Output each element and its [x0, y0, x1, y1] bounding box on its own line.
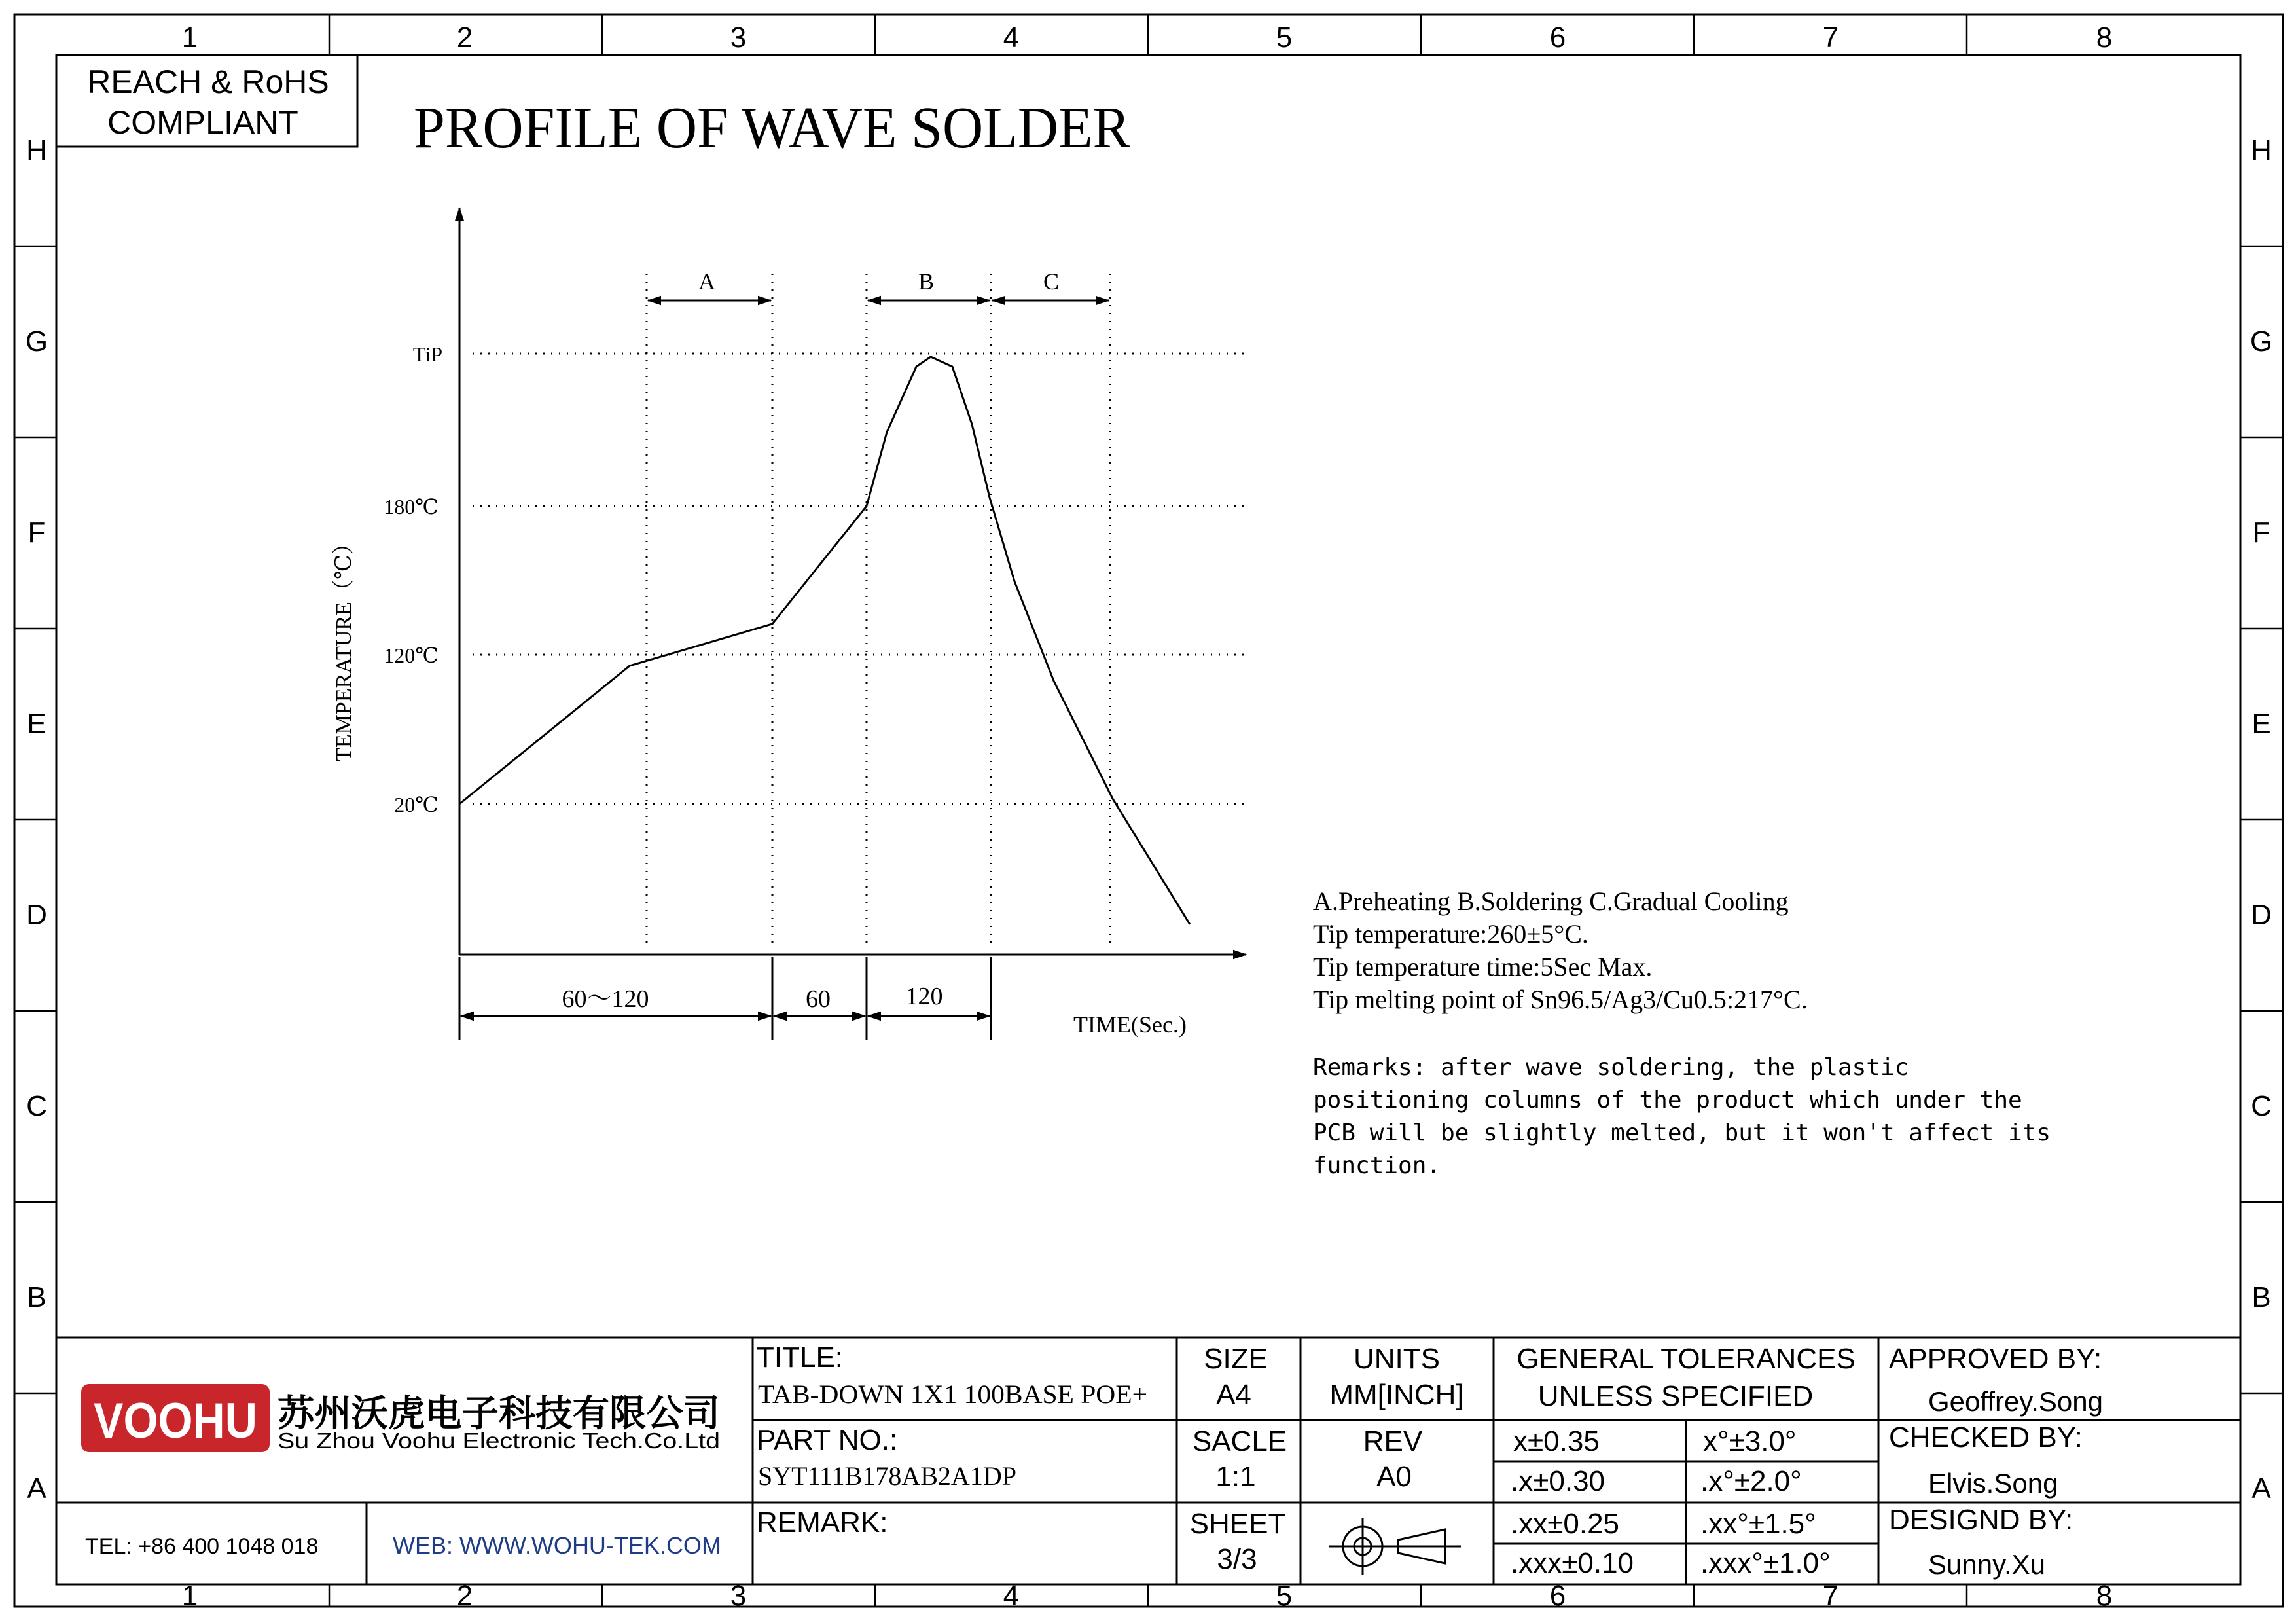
remarks-line: PCB will be slightly melted, but it won't affect its — [1313, 1120, 2051, 1146]
rev-value: A0 — [1376, 1461, 1412, 1493]
units-label: UNITS — [1354, 1343, 1440, 1375]
wave-solder-profile-chart — [332, 208, 1246, 1040]
title-label: TITLE: — [757, 1341, 844, 1374]
logo-text: VOOHU — [94, 1393, 257, 1449]
remark-label: REMARK: — [757, 1506, 888, 1539]
part-no-label: PART NO.: — [757, 1424, 898, 1456]
compliance-line-2: COMPLIANT — [107, 104, 298, 141]
duration-label: 120 — [905, 983, 943, 1010]
remarks-text — [1313, 1054, 2051, 1179]
company-tel: TEL: +86 400 1048 018 — [85, 1534, 319, 1559]
row-label: A — [27, 1472, 46, 1504]
compliance-box — [56, 55, 357, 147]
y-tick-label: TiP — [412, 342, 442, 366]
checked-label: CHECKED BY: — [1889, 1421, 2083, 1453]
y-tick-label: 180℃ — [384, 495, 439, 519]
column-label: 7 — [1822, 1580, 1839, 1612]
remarks-line: Remarks: after wave soldering, the plastic — [1313, 1054, 1909, 1081]
company-website[interactable]: WEB: WWW.WOHU-TEK.COM — [393, 1532, 721, 1559]
tolerance-subheader: UNLESS SPECIFIED — [1537, 1380, 1814, 1412]
tolerance-angular: .xxx°±1.0° — [1700, 1547, 1831, 1579]
row-label: E — [27, 708, 46, 740]
units-value: MM[INCH] — [1329, 1379, 1464, 1411]
column-label: 4 — [1003, 1580, 1020, 1612]
row-label: H — [2251, 134, 2272, 166]
column-label: 7 — [1822, 22, 1839, 54]
company-name-en: Su Zhou Voohu Electronic Tech.Co.Ltd — [278, 1429, 720, 1453]
compliance-line-1: REACH & RoHS — [87, 64, 329, 100]
tolerance-angular: .x°±2.0° — [1700, 1465, 1802, 1497]
row-label: F — [2252, 517, 2270, 549]
part-no-value: SYT111B178AB2A1DP — [758, 1461, 1016, 1491]
scale-value: 1:1 — [1215, 1461, 1256, 1493]
rev-label: REV — [1363, 1425, 1423, 1457]
size-value: A4 — [1216, 1379, 1251, 1411]
approved-by: Geoffrey.Song — [1928, 1386, 2103, 1417]
x-axis-label: TIME(Sec.) — [1073, 1012, 1187, 1038]
notes-line: Tip temperature:260±5°C. — [1313, 919, 1588, 949]
remarks-line: positioning columns of the product which under the — [1313, 1087, 2022, 1114]
tolerance-angular: .xx°±1.5° — [1700, 1508, 1816, 1540]
sheet-value: 3/3 — [1217, 1543, 1257, 1575]
row-label: H — [26, 134, 47, 166]
column-label: 2 — [456, 22, 473, 54]
y-tick-label: 120℃ — [384, 644, 439, 667]
notes-line: A.Preheating B.Soldering C.Gradual Cooling — [1313, 886, 1789, 916]
title-block — [56, 1338, 2240, 1584]
tolerance-linear: .xx±0.25 — [1511, 1508, 1620, 1540]
company-name-cn: 苏州沃虎电子科技有限公司 — [278, 1393, 720, 1434]
column-label: 6 — [1549, 1580, 1566, 1612]
row-label: A — [2251, 1472, 2271, 1504]
row-label: G — [25, 325, 48, 357]
row-label: B — [27, 1281, 46, 1313]
column-label: 5 — [1276, 22, 1293, 54]
page-title: PROFILE OF WAVE SOLDER — [414, 96, 1130, 160]
column-label: 8 — [2096, 1580, 2113, 1612]
temperature-profile-line — [459, 357, 1190, 924]
title-value: TAB-DOWN 1X1 100BASE POE+ — [758, 1379, 1147, 1409]
third-angle-projection-icon — [1329, 1518, 1461, 1575]
designed-by: Sunny.Xu — [1928, 1549, 2046, 1580]
row-label: G — [2250, 325, 2273, 357]
column-label: 1 — [181, 1580, 198, 1612]
zone-b-label: B — [918, 268, 935, 295]
zone-a-label: A — [698, 268, 715, 295]
column-label: 5 — [1276, 1580, 1293, 1612]
duration-label: 60 — [806, 985, 831, 1013]
notes-line: Tip melting point of Sn96.5/Ag3/Cu0.5:217°C. — [1313, 985, 1808, 1014]
y-axis-label: TEMPERATURE（℃） — [332, 532, 356, 761]
column-label: 4 — [1003, 22, 1020, 54]
row-label: C — [26, 1090, 47, 1122]
row-label: F — [27, 517, 46, 549]
column-label: 2 — [456, 1580, 473, 1612]
column-label: 6 — [1549, 22, 1566, 54]
y-tick-label: 20℃ — [394, 793, 439, 816]
column-label: 3 — [730, 1580, 747, 1612]
column-label: 8 — [2096, 22, 2113, 54]
duration-label: 60～120 — [562, 985, 649, 1013]
column-label: 3 — [730, 22, 747, 54]
row-label: B — [2251, 1281, 2271, 1313]
scale-label: SACLE — [1192, 1425, 1287, 1457]
checked-by: Elvis.Song — [1928, 1468, 2058, 1499]
notes-line: Tip temperature time:5Sec Max. — [1313, 952, 1653, 981]
tolerance-linear: .xxx±0.10 — [1511, 1547, 1634, 1579]
remarks-line: function. — [1313, 1152, 1441, 1179]
row-label: D — [2251, 899, 2272, 931]
company-logo — [81, 1384, 720, 1453]
row-label: C — [2251, 1090, 2272, 1122]
tolerance-linear: .x±0.30 — [1511, 1465, 1605, 1497]
designed-label: DESIGND BY: — [1889, 1504, 2073, 1536]
row-label: D — [26, 899, 47, 931]
tolerance-linear: x±0.35 — [1513, 1425, 1600, 1457]
row-label: E — [2251, 708, 2271, 740]
tolerance-angular: x°±3.0° — [1703, 1425, 1797, 1457]
process-notes — [1313, 886, 1808, 1014]
column-label: 1 — [181, 22, 198, 54]
tolerance-header: GENERAL TOLERANCES — [1516, 1343, 1856, 1375]
zone-c-label: C — [1043, 268, 1060, 295]
size-label: SIZE — [1204, 1343, 1268, 1375]
approved-label: APPROVED BY: — [1889, 1343, 2102, 1375]
sheet-label: SHEET — [1189, 1508, 1286, 1540]
